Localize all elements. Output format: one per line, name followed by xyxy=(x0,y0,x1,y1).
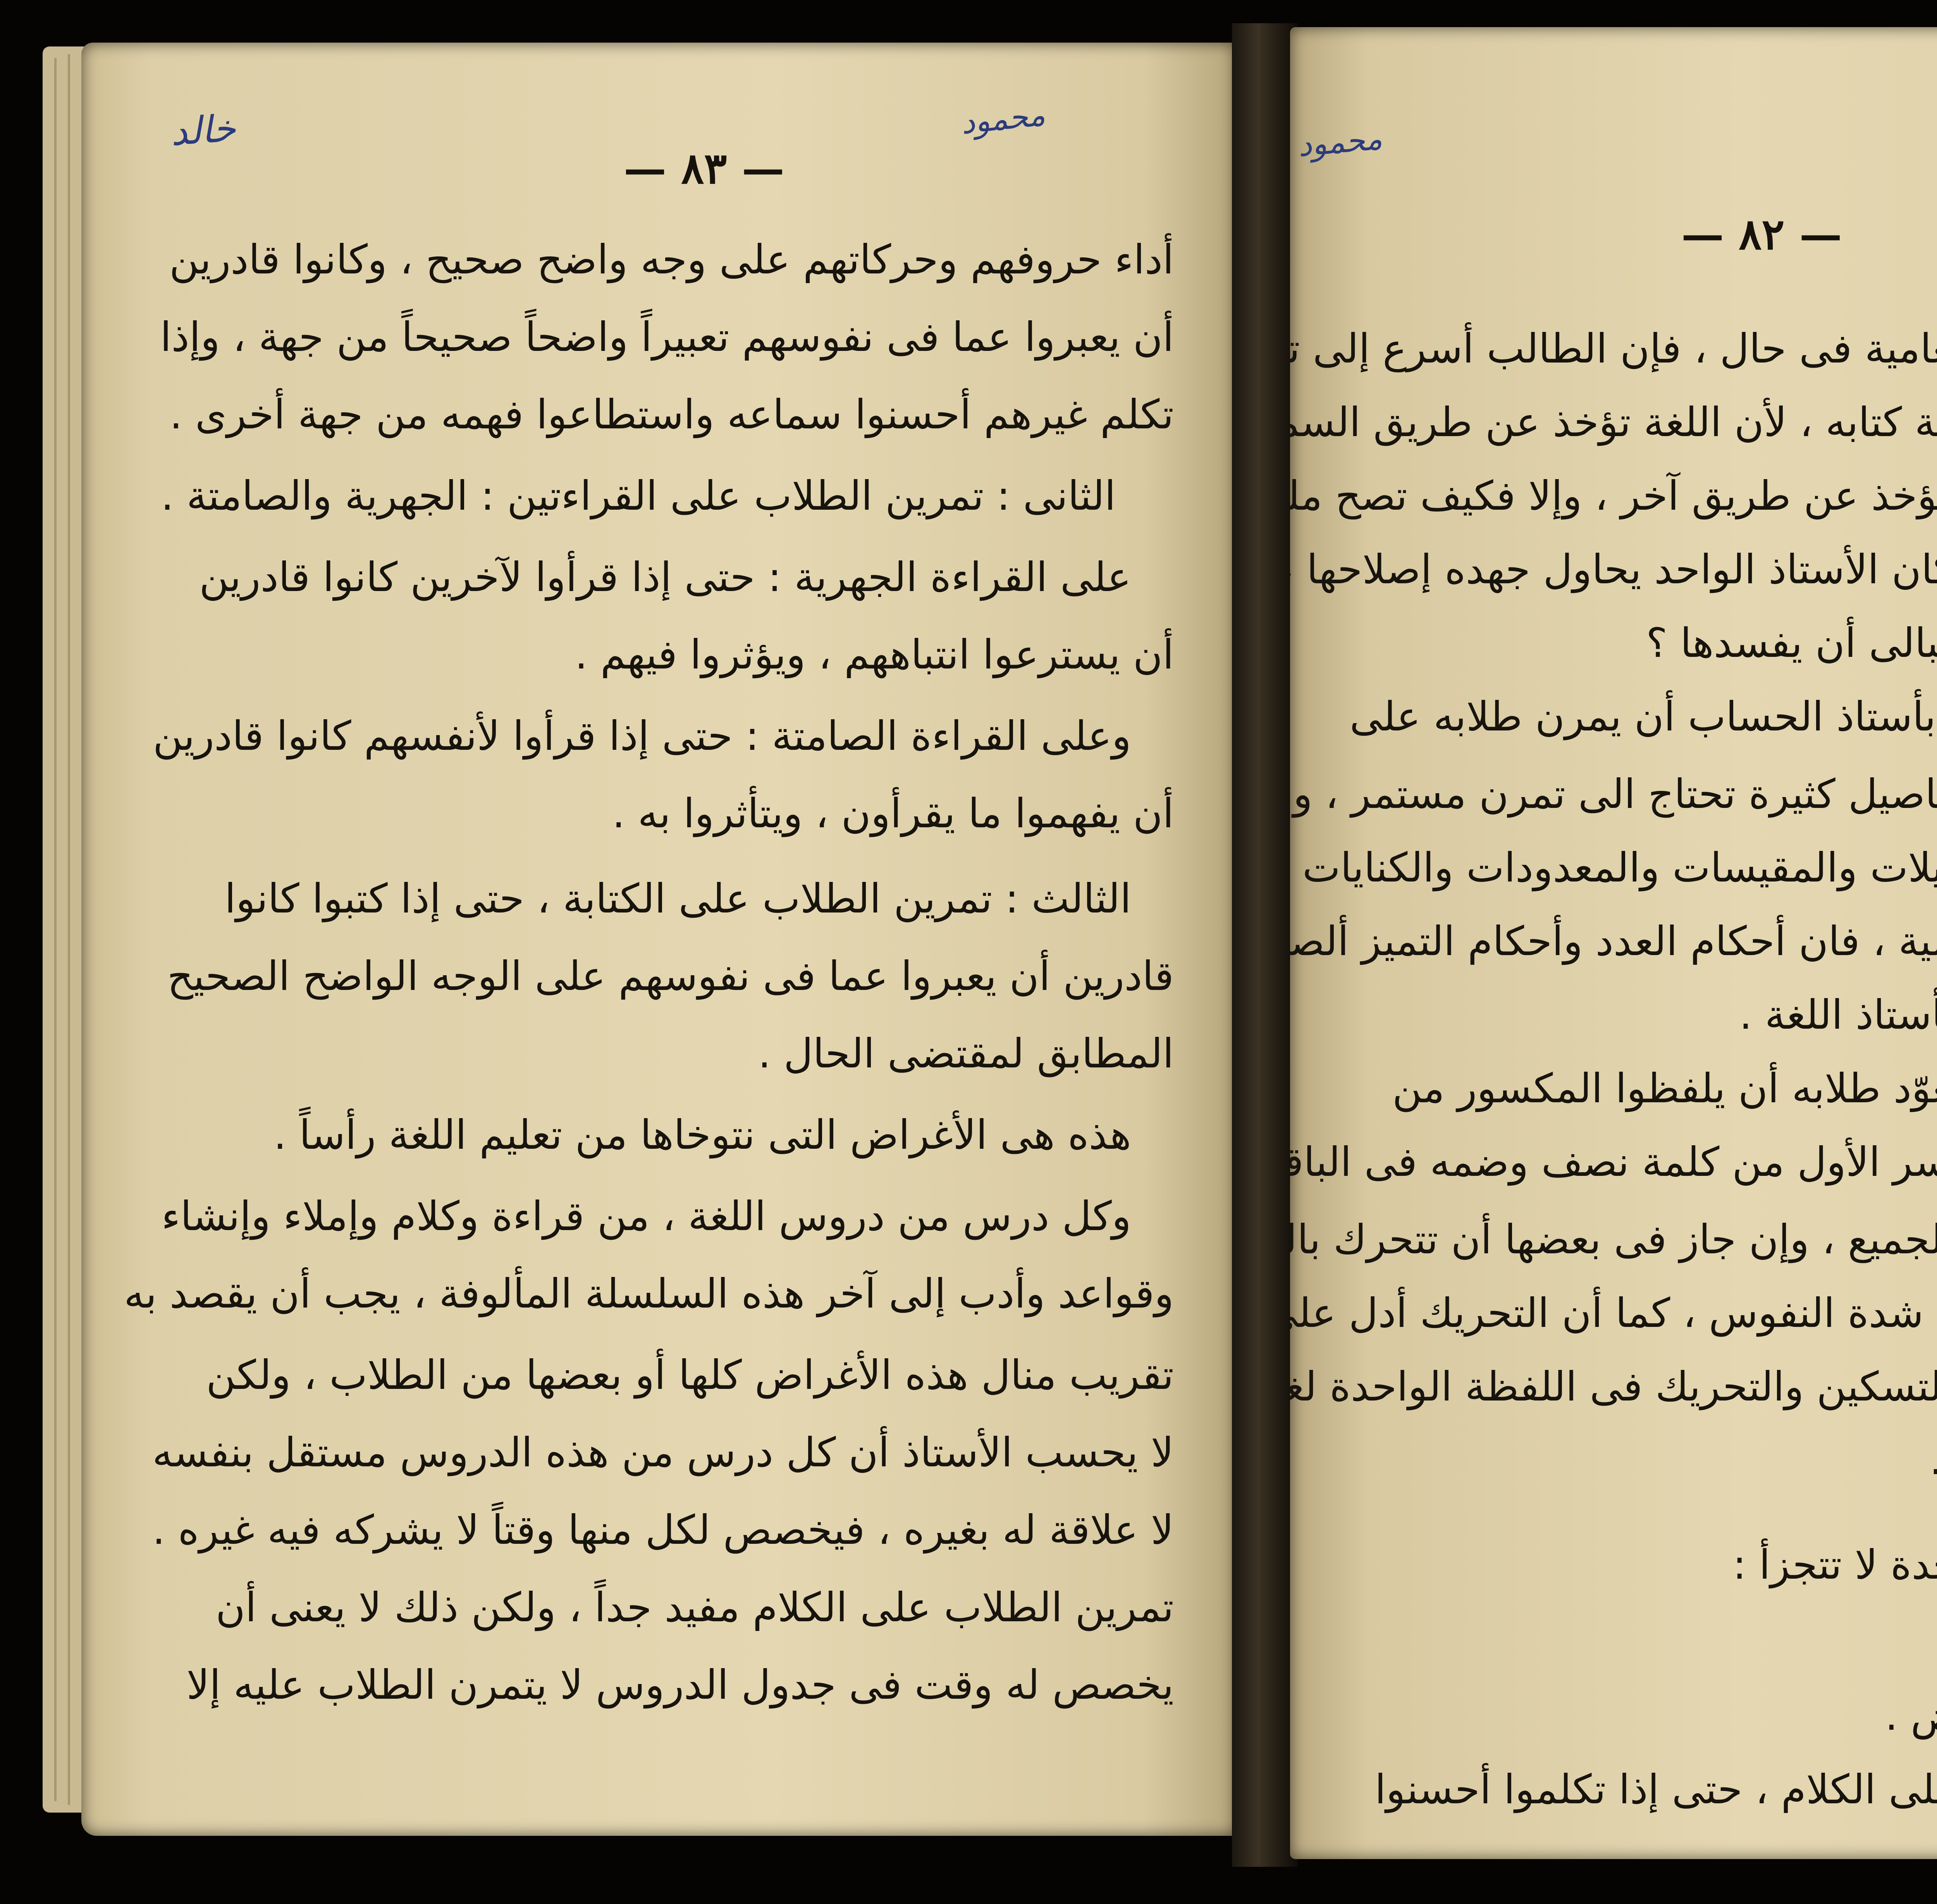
text-line: تكلم غيرهم أحسنوا سماعه واستطاعوا فهمه من جهة أخرى . xyxy=(170,387,1174,442)
handwritten-name: خالد xyxy=(169,106,237,154)
handwritten-name: محمود xyxy=(959,96,1047,141)
text-line: وكل درس من دروس اللغة ، من قراءة وكلام وإملاء وإنشاء xyxy=(162,1189,1131,1243)
text-line: أن يعبروا عما فى نفوسهم تعبيراً واضحاً صحيحاً من جهة ، وإذا xyxy=(160,310,1174,364)
page-number: — ٨٢ — xyxy=(1681,209,1842,259)
text-line: بأستاذ الحساب أن يمرن طلابه على xyxy=(1350,689,1937,744)
text-line: تقريب منال هذه الأغراض كلها أو بعضها من الطلاب ، ولكن xyxy=(206,1348,1174,1402)
text-line: تمرين الطلاب على الكلام مفيد جداً ، ولكن ذلك لا يعنى أن xyxy=(216,1580,1174,1634)
text-line: تسكين والتحريك فى اللفظة الواحدة لغ xyxy=(1290,1359,1937,1414)
text-line: الثانى : تمرين الطلاب على القراءتين : الجهرية والصامتة . xyxy=(161,469,1116,523)
text-line: أن يفهموا ما يقرأون ، ويتأثروا به . xyxy=(612,786,1174,840)
text-line: شدة النفوس ، كما أن التحريك أدل عل xyxy=(1290,1286,1937,1340)
text-line: المطابق لمقتضى الحال . xyxy=(758,1026,1174,1081)
text-line: على القراءة الجهرية : حتى إذا قرأوا لآخرين كانوا قادرين xyxy=(199,550,1131,604)
text-line: وقواعد وأدب إلى آخر هذه السلسلة المألوفة ، يجب أن يقصد به xyxy=(124,1266,1174,1321)
text-line: هذه هى الأغراض التى نتوخاها من تعليم اللغة رأساً . xyxy=(274,1108,1131,1162)
section-heading: دة لا تتجزأ : xyxy=(1733,1538,1937,1592)
text-line: لا يحسب الأستاذ أن كل درس من هذه الدروس مستقل بنفسه xyxy=(152,1425,1174,1480)
text-line: لا علاقة له بغيره ، فيخصص لكل منها وقتاً لا يشركه فيه غيره . xyxy=(152,1503,1174,1557)
text-line: لى الكلام ، حتى إذا تكلموا أحسنوا xyxy=(1375,1762,1937,1816)
text-line: يلات والمقيسات والمعدودات والكنايات xyxy=(1290,840,1937,895)
text-line: ؤخذ عن طريق آخر ، وإلا فكيف تصح مل xyxy=(1290,469,1937,523)
text-line: ة كتابه ، لأن اللغة تؤخذ عن طريق الس xyxy=(1290,395,1937,449)
text-line: قادرين أن يعبروا عما فى نفوسهم على الوجه الواضح الصحيح xyxy=(167,949,1174,1003)
text-line: أداء حروفهم وحركاتهم على وجه واضح صحيح ، وكانوا قادرين xyxy=(169,232,1174,287)
text-line: اصيل كثيرة تحتاج الى تمرن مستمر ، و xyxy=(1290,767,1937,821)
text-line: وعلى القراءة الصامتة : حتى إذا قرأوا لأنفسهم كانوا قادرين xyxy=(153,709,1131,763)
text-line: أن يسترعوا انتباههم ، ويؤثروا فيهم . xyxy=(575,627,1174,682)
handwritten-name: محمود xyxy=(1296,120,1383,164)
text-line: الى أن يفسدها ؟ xyxy=(1646,616,1937,670)
text-line: يخصص له وقت فى جدول الدروس لا يتمرن الطلاب عليه إلا xyxy=(186,1658,1174,1712)
text-line: ر الأول من كلمة نصف وضمه فى البا xyxy=(1290,1135,1937,1189)
text-line: امية فى حال ، فإن الطالب أسرع إلى xyxy=(1290,321,1937,376)
text-line: الثالث : تمرين الطلاب على الكتابة ، حتى إذا كتبوا كانوا xyxy=(225,871,1131,926)
text-line: وّد طلابه أن يلفظوا المكسور من xyxy=(1392,1061,1937,1115)
text-line: ض . xyxy=(1885,1689,1937,1743)
text-line: ان الأستاذ الواحد يحاول جهده إصلاحها xyxy=(1290,542,1937,596)
text-line: ية ، فان أحكام العدد وأحكام التميز ألص xyxy=(1290,914,1937,968)
text-line: ستاذ اللغة . xyxy=(1739,988,1937,1042)
page-number: — ٨٣ — xyxy=(624,143,784,193)
text-line: جميع ، وإن جاز فى بعضها أن تتحرك با xyxy=(1290,1212,1937,1266)
